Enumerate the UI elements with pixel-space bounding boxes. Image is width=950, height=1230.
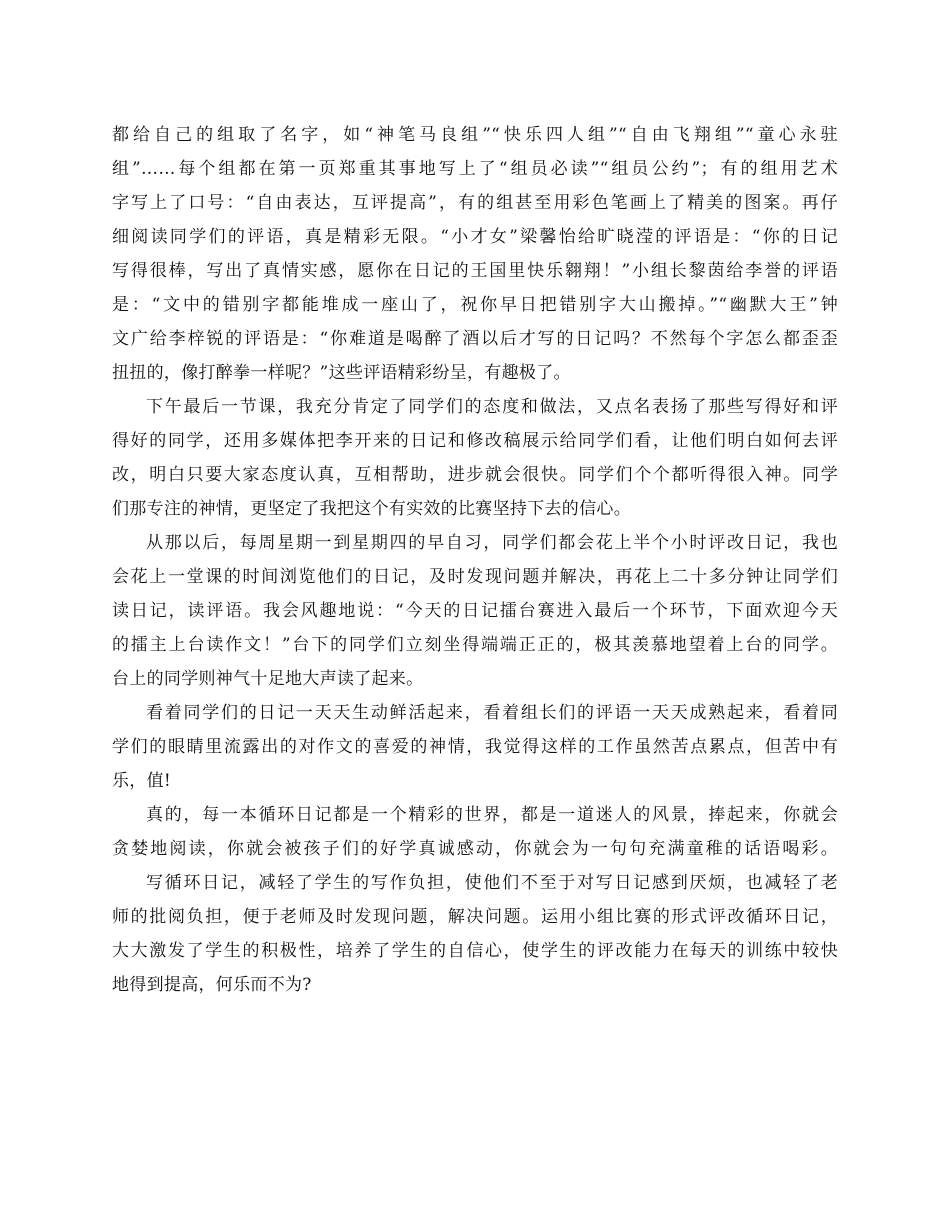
text-line: 贪婪地阅读，你就会被孩子们的好学真诚感动，你就会为一句句充满童稚的话语喝彩。 <box>112 839 838 859</box>
text-line: 看着同学们的日记一天天生动鲜活起来，看着组长们的评语一天天成熟起来，看着同 <box>146 703 838 723</box>
text-line: 读日记，读评语。我会风趣地说：“今天的日记擂台赛进入最后一个环节，下面欢迎今天 <box>112 601 838 621</box>
document-body <box>112 118 838 1002</box>
text-line: 写循环日记，减轻了学生的写作负担，使他们不至于对写日记感到厌烦，也减轻了老 <box>146 873 838 893</box>
text-line: 组”……每个组都在第一页郑重其事地写上了“组员必读”“组员公约”；有的组用艺术 <box>112 159 838 179</box>
text-line: 都给自己的组取了名字，如“神笔马良组”“快乐四人组”“自由飞翔组”“童心永驻 <box>112 125 838 145</box>
text-line: 改，明白只要大家态度认真，互相帮助，进步就会很快。同学们个个都听得很入神。同学 <box>112 465 838 485</box>
text-line: 乐，值! <box>112 771 172 791</box>
text-line: 会花上一堂课的时间浏览他们的日记，及时发现问题并解决，再花上二十多分钟让同学们 <box>112 567 838 587</box>
text-line: 字写上了口号：“自由表达，互评提高”，有的组甚至用彩色笔画上了精美的图案。再仔 <box>112 193 838 213</box>
text-line: 得好的同学，还用多媒体把李开来的日记和修改稿展示给同学们看，让他们明白如何去评 <box>112 431 838 451</box>
text-line: 扭扭的，像打醉拳一样呢？”这些评语精彩纷呈，有趣极了。 <box>112 363 571 383</box>
text-line: 们那专注的神情，更坚定了我把这个有实效的比赛坚持下去的信心。 <box>112 499 631 519</box>
text-line: 写得很棒，写出了真情实感，愿你在日记的王国里快乐翱翔！”小组长黎茵给李誉的评语 <box>112 261 838 281</box>
text-line: 台上的同学则神气十足地大声读了起来。 <box>112 669 424 689</box>
text-line: 大大激发了学生的积极性，培养了学生的自信心，使学生的评改能力在每天的训练中较快 <box>112 941 838 961</box>
text-line: 真的，每一本循环日记都是一个精彩的世界，都是一道迷人的风景，捧起来，你就会 <box>146 805 838 825</box>
text-line: 的擂主上台读作文！”台下的同学们立刻坐得端端正正的，极其羡慕地望着上台的同学。 <box>112 635 838 655</box>
text-line: 从那以后，每周星期一到星期四的早自习，同学们都会花上半个小时评改日记，我也 <box>146 533 838 553</box>
text-line: 师的批阅负担，便于老师及时发现问题，解决问题。运用小组比赛的形式评改循环日记， <box>112 907 838 927</box>
text-line: 是：“文中的错别字都能堆成一座山了，祝你早日把错别字大山搬掉。”“幽默大王”钟 <box>112 295 838 315</box>
text-line: 学们的眼睛里流露出的对作文的喜爱的神情，我觉得这样的工作虽然苦点累点，但苦中有 <box>112 737 838 757</box>
text-line: 地得到提高，何乐而不为? <box>112 975 312 995</box>
text-line: 文广给李梓锐的评语是：“你难道是喝醉了酒以后才写的日记吗？不然每个字怎么都歪歪 <box>112 329 838 349</box>
text-line: 下午最后一节课，我充分肯定了同学们的态度和做法，又点名表扬了那些写得好和评 <box>146 397 838 417</box>
text-line: 细阅读同学们的评语，真是精彩无限。“小才女”梁馨怡给旷晓滢的评语是：“你的日记 <box>112 227 838 247</box>
